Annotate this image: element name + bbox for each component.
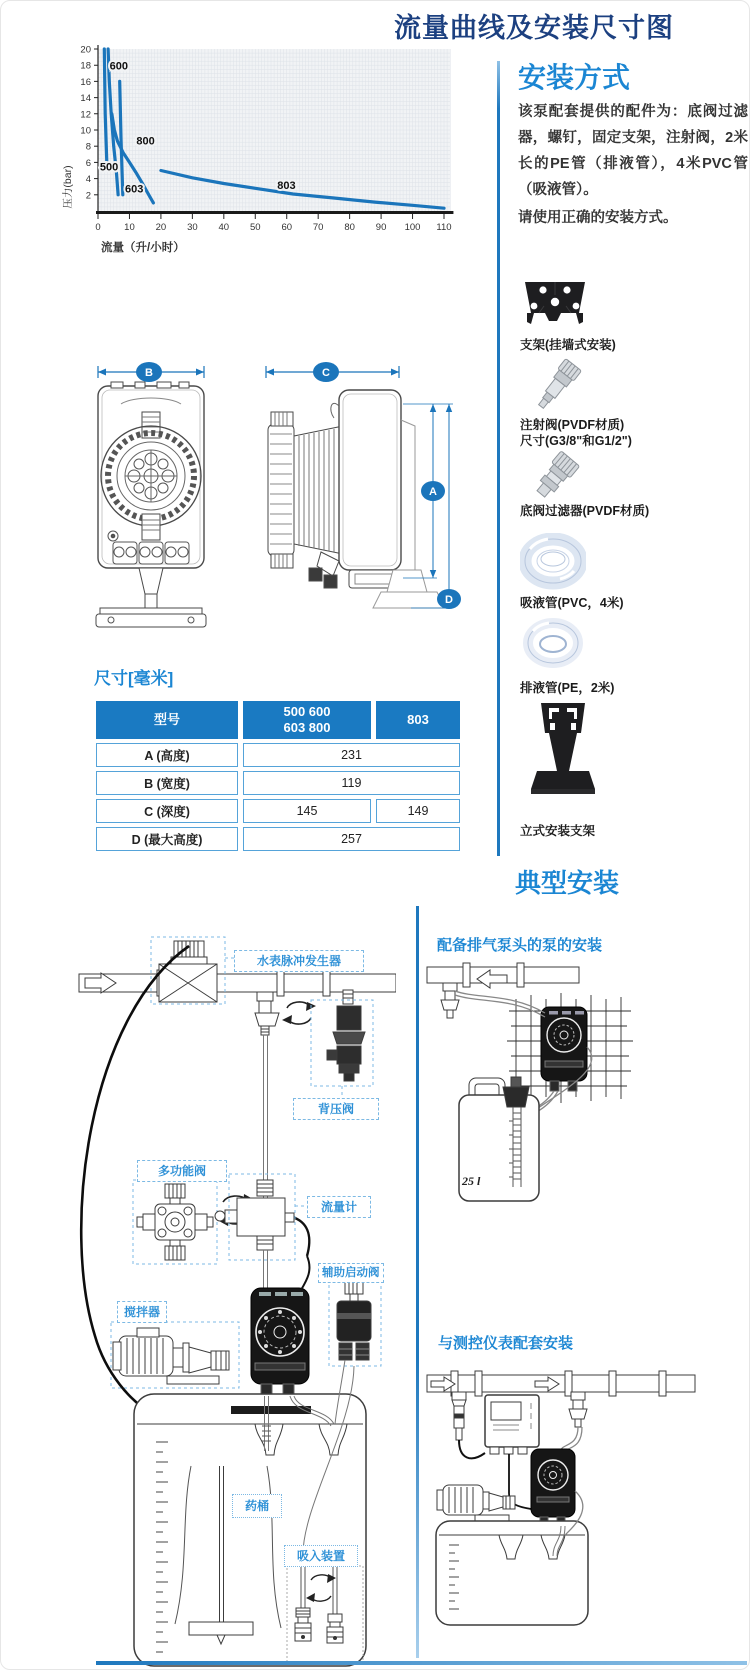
jerrycan-volume-label: 25 l: [462, 1174, 481, 1188]
svg-text:40: 40: [218, 222, 230, 233]
svg-text:603: 603: [125, 183, 144, 196]
mixer-drawing: [113, 1328, 229, 1384]
label-suction-device: 吸入装置: [284, 1545, 358, 1567]
svg-text:20: 20: [80, 44, 91, 56]
discharge-tube-icon: [523, 617, 583, 671]
svg-text:D: D: [445, 594, 453, 606]
svg-text:20: 20: [155, 222, 167, 233]
svg-text:4: 4: [85, 174, 91, 186]
floor-stand-icon: [525, 701, 601, 809]
svg-text:803: 803: [277, 180, 296, 193]
table-row: D (最大高度) 257: [96, 827, 460, 851]
svg-text:0: 0: [95, 222, 101, 233]
svg-text:500: 500: [99, 161, 119, 174]
accessory-label: 吸液管(PVC，4米): [520, 596, 624, 610]
col-header-803: 803: [376, 701, 460, 739]
pump-dimension-drawings: [81, 356, 461, 656]
table-row: B (宽度) 119: [96, 771, 460, 795]
svg-text:10: 10: [124, 222, 135, 233]
svg-text:10: 10: [80, 125, 91, 137]
injection-valve-drawing: [255, 992, 279, 1035]
vented-pump-diagram: [419, 929, 749, 1204]
back-pressure-valve-drawing: [327, 990, 365, 1081]
label-mixer: 搅拌器: [117, 1301, 167, 1323]
pump-side-view: [268, 390, 445, 608]
svg-text:60: 60: [281, 222, 293, 233]
page-title: 流量曲线及安装尺寸图: [394, 13, 674, 43]
table-row: A (高度) 231: [96, 743, 460, 767]
svg-text:8: 8: [85, 141, 91, 153]
label-flow-meter: 流量计: [307, 1196, 371, 1218]
dimensions-heading: 尺寸[毫米]: [94, 669, 174, 688]
accessory-label: 立式安装支架: [520, 824, 596, 838]
install-method-heading: 安装方式: [518, 62, 631, 93]
instrument-install-heading: 与测控仪表配套安装: [438, 1335, 574, 1352]
wall-bracket-icon: [519, 279, 591, 329]
svg-text:C: C: [322, 367, 330, 379]
svg-text:2: 2: [85, 190, 91, 202]
svg-text:18: 18: [80, 60, 91, 72]
dosing-pump-drawing: [251, 1288, 309, 1396]
accessory-label: 底阀过滤器(PVDF材质): [520, 504, 650, 518]
mixer-drawing: [437, 1485, 515, 1521]
vented-pump-heading: 配备排气泵头的泵的安装: [437, 937, 603, 954]
aux-start-valve-drawing: [337, 1282, 371, 1360]
svg-text:600: 600: [109, 60, 128, 73]
flow-curve-svg: [61, 37, 461, 282]
table-row: C (深度) 145 149: [96, 799, 460, 823]
suction-tube-icon: [520, 533, 586, 591]
install-method-note: 请使用正确的安装方式。: [518, 210, 678, 226]
accessory-label: 尺寸(G3/8"和G1/2"): [520, 434, 632, 448]
injection-valve-icon: [525, 357, 589, 415]
pump-front-view: [96, 382, 206, 627]
svg-text:16: 16: [80, 76, 91, 88]
accessory-label: 注射阀(PVDF材质): [520, 418, 625, 432]
svg-text:A: A: [429, 486, 437, 498]
instrument-install-diagram: [419, 1353, 749, 1643]
svg-text:30: 30: [187, 222, 198, 233]
sensor-probe-drawing: [452, 1392, 485, 1458]
install-method-body: 该泵配套提供的配件为：底阀过滤器，螺钉，固定支架，注射阀，2米长的PE管（排液管），4米PVC管（吸液管）。: [518, 104, 748, 198]
label-aux-start-valve: 辅助启动阀: [318, 1263, 384, 1283]
pump-drawing: [531, 1449, 575, 1526]
multifunction-valve-drawing: [137, 1184, 213, 1260]
accessory-label: 支架(挂墙式安装): [520, 338, 616, 352]
svg-text:110: 110: [436, 222, 452, 233]
svg-text:70: 70: [312, 222, 324, 233]
col-header-group: 500 600 603 800: [243, 701, 371, 739]
label-multifunction-valve: 多功能阀: [137, 1160, 227, 1182]
svg-text:B: B: [145, 367, 153, 379]
label-back-pressure-valve: 背压阀: [293, 1098, 379, 1120]
label-chemical-tank: 药桶: [232, 1494, 282, 1518]
footer-accent-bar: [96, 1661, 747, 1665]
svg-text:6: 6: [85, 157, 91, 169]
water-meter-drawing: [159, 941, 217, 1002]
typical-install-heading: 典型安装: [515, 868, 620, 898]
foot-valve-icon: [523, 451, 587, 503]
svg-text:12: 12: [80, 109, 91, 121]
section-divider-top: [497, 61, 500, 856]
label-water-meter: 水表脉冲发生器: [234, 950, 364, 972]
svg-text:50: 50: [249, 222, 261, 233]
svg-text:14: 14: [80, 93, 91, 105]
col-header-model: 型号: [96, 701, 238, 739]
svg-text:流量（升/小时）: 流量（升/小时）: [101, 242, 185, 254]
dimensions-table: [91, 697, 465, 855]
svg-text:800: 800: [136, 135, 155, 148]
accessory-label: 排液管(PE，2米): [520, 681, 615, 695]
svg-text:80: 80: [344, 222, 355, 233]
flow-curve-chart: [61, 37, 461, 282]
svg-text:90: 90: [375, 222, 387, 233]
svg-text:100: 100: [404, 222, 421, 233]
svg-text:压力(bar): 压力(bar): [62, 165, 74, 209]
